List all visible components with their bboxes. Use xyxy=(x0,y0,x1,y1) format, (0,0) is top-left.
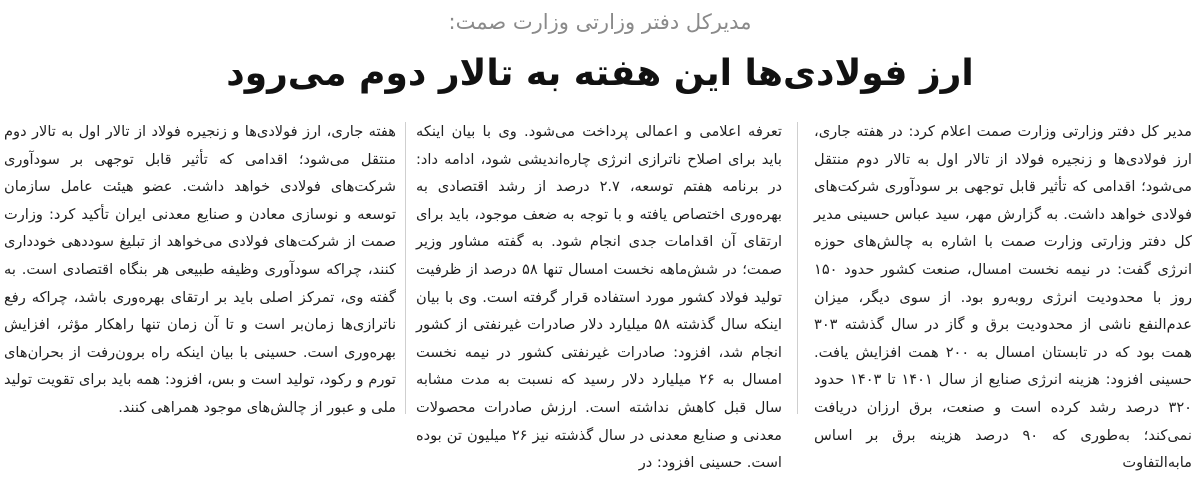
column-1-text: مدیر کل دفتر وزارتی وزارت صمت اعلام کرد: در هفته جاری، ارز فولادی‌ها و زنجیره فولاد از تالار اول به تالار دوم منتقل می‌شود؛ اقدامی که تأثیر قابل توجهی بر سودآوری شرکت‌های فولادی خواهد داشت. به گزارش مهر، سید عباس حسینی مدیر کل دفتر وزارتی وزارت صمت با اشاره به چالش‌های حوزه انرژی گفت: در نیمه نخست امسال، صنعت کشور حدود ۱۵۰ روز با محدودیت انرژی روبه‌رو بود. از سوی دیگر، میزان عدم‌النفع ناشی از محدودیت برق و گاز در سال گذشته ۳۰۳ همت بود که در تابستان امسال به ۲۰۰ همت افزایش یافت. حسینی افزود: هزینه انرژی صنایع از سال ۱۴۰۱ تا ۱۴۰۳ حدود ۳۲۰ درصد رشد کرده است و صنعت، برق ارزان دریافت نمی‌کند؛ به‌طوری که ۹۰ درصد هزینه برق بر اساس مابه‌التفاوت xyxy=(814,123,1193,472)
article-kicker: مدیرکل دفتر وزارتی وزارت صمت: xyxy=(448,10,752,34)
column-3-text: هفته جاری، ارز فولادی‌ها و زنجیره فولاد از تالار اول به تالار دوم منتقل می‌شود؛ اقدامی که تأثیر قابل توجهی بر سودآوری شرکت‌های فولادی خواهد داشت. عضو هیئت عامل سازمان توسعه و نوسازی معادن و صنایع معدنی ایران تأکید کرد: وزارت صمت از شرکت‌های فولادی می‌خواهد از تبلیغ سوددهی خودداری کنند، چراکه سودآوری وظیفه طبیعی هر بنگاه اقتصادی است. به گفته وی، تمرکز اصلی باید بر ارتقای بهره‌وری باشد، چراکه رفع ناترازی‌ها زمان‌بر است و تا آن زمان تنها راهکار مؤثر، افزایش بهره‌وری است. حسینی با بیان اینکه راه برون‌رفت از بحران‌های تورم و رکود، تولید است و بس، افزود: همه باید برای تقویت تولید ملی و عبور از چالش‌های موجود همراهی کنند. xyxy=(4,123,396,416)
column-divider xyxy=(405,122,406,414)
article-column-2 xyxy=(416,118,782,472)
article-column-3 xyxy=(4,118,396,418)
article-headline: ارز فولادی‌ها این هفته به تالار دوم می‌رود xyxy=(226,53,974,94)
column-divider xyxy=(797,122,798,414)
column-2-text: تعرفه اعلامی و اعمالی پرداخت می‌شود. وی با بیان اینکه باید برای اصلاح ناترازی انرژی چاره‌اندیشی شود، ادامه داد: در برنامه هفتم توسعه، ۲.۷ درصد از رشد اقتصادی به بهره‌وری اختصاص یافته و با توجه به ضعف موجود، باید برای ارتقای آن اقدامات جدی انجام شود. به گفته مشاور وزیر صمت؛ در شش‌ماهه نخست امسال تنها ۵۸ درصد از ظرفیت تولید فولاد کشور مورد استفاده قرار گرفته است. وی با بیان اینکه سال گذشته ۵۸ میلیارد دلار صادرات غیرنفتی از کشور انجام شد، افزود: صادرات غیرنفتی کشور در نیمه نخست امسال به ۲۶ میلیارد دلار رسید که نسبت به مدت مشابه سال قبل کاهش نداشته است. ارزش صادرات محصولات معدنی و صنایع معدنی در سال گذشته نیز ۲۶ میلیون تن بوده است. حسینی افزود: در xyxy=(416,123,782,472)
article-column-1 xyxy=(814,118,1193,472)
